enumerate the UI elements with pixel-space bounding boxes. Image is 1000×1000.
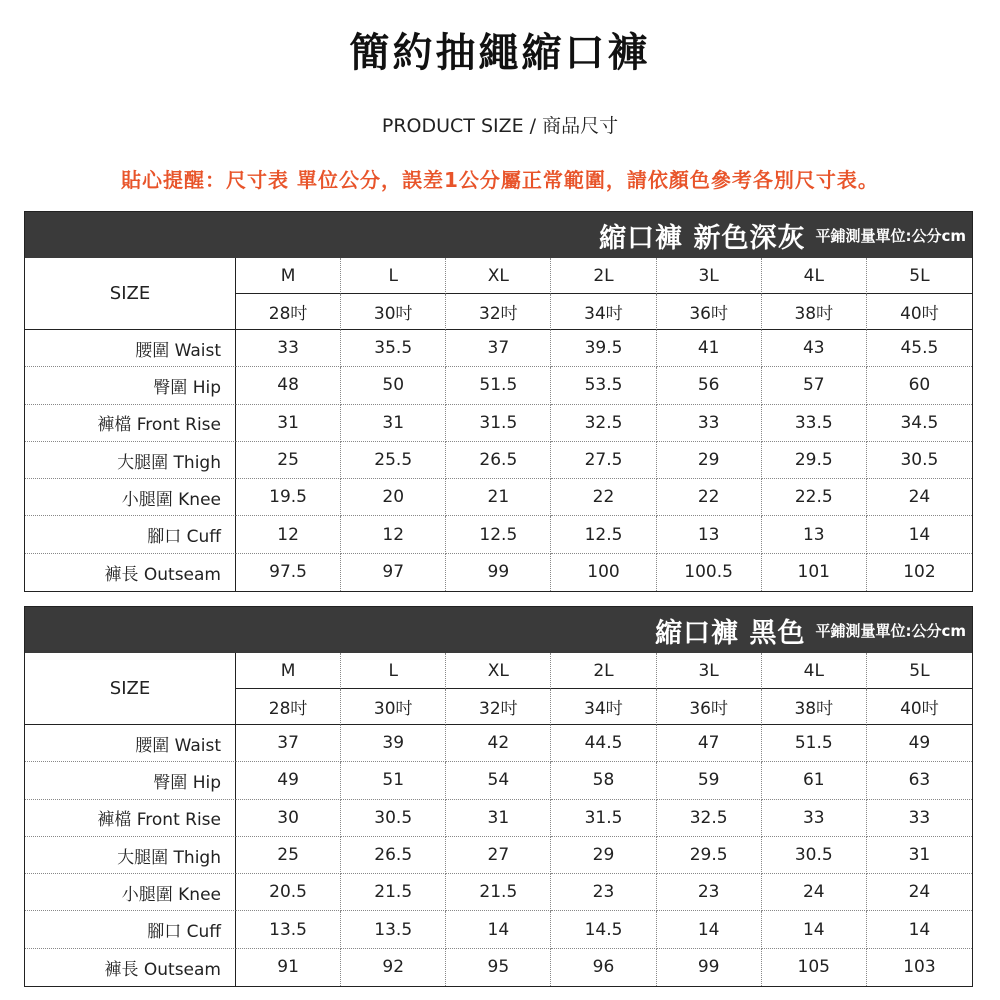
size-header-cell: 2L [551, 653, 656, 689]
waist-inch-cell: 30吋 [341, 689, 446, 725]
measurement-value: 97 [341, 554, 446, 591]
measurement-value: 43 [762, 330, 867, 367]
measurement-value: 25 [236, 442, 341, 479]
measurement-value: 31 [446, 800, 551, 837]
measurement-label: 臀圍 Hip [25, 367, 236, 404]
waist-inch-cell: 36吋 [657, 294, 762, 330]
waist-inch-cell: 36吋 [657, 689, 762, 725]
measurement-value: 20.5 [236, 874, 341, 911]
measurement-value: 33 [236, 330, 341, 367]
measurement-label: 褲長 Outseam [25, 949, 236, 986]
measurement-value: 12.5 [446, 516, 551, 553]
size-header-cell: 3L [657, 653, 762, 689]
size-header-cell: 2L [551, 258, 656, 294]
size-header-cell: 4L [762, 258, 867, 294]
measurement-value: 32.5 [551, 405, 656, 442]
measurement-value: 101 [762, 554, 867, 591]
waist-inch-cell: 28吋 [236, 294, 341, 330]
measurement-value: 31 [341, 405, 446, 442]
measurement-label: 臀圍 Hip [25, 762, 236, 799]
measurement-value: 23 [657, 874, 762, 911]
measurement-value: 51.5 [446, 367, 551, 404]
measurement-value: 14 [657, 911, 762, 948]
measurement-value: 49 [236, 762, 341, 799]
measurement-value: 25.5 [341, 442, 446, 479]
measurement-value: 24 [762, 874, 867, 911]
measurement-value: 44.5 [551, 725, 656, 762]
measurement-value: 58 [551, 762, 656, 799]
measurement-value: 57 [762, 367, 867, 404]
measurement-label: 褲檔 Front Rise [25, 800, 236, 837]
measurement-value: 99 [446, 554, 551, 591]
measurement-value: 97.5 [236, 554, 341, 591]
measurement-value: 91 [236, 949, 341, 986]
measurement-value: 39.5 [551, 330, 656, 367]
measurement-value: 60 [867, 367, 972, 404]
measurement-value: 14 [867, 911, 972, 948]
size-column-header: SIZE [25, 653, 236, 725]
measurement-value: 25 [236, 837, 341, 874]
measurement-value: 31.5 [551, 800, 656, 837]
size-header-cell: XL [446, 258, 551, 294]
measurement-value: 14.5 [551, 911, 656, 948]
size-header-cell: 5L [867, 258, 972, 294]
measurement-value: 33.5 [762, 405, 867, 442]
measurement-value: 13.5 [236, 911, 341, 948]
waist-inch-cell: 34吋 [551, 294, 656, 330]
measurement-value: 61 [762, 762, 867, 799]
measurement-value: 41 [657, 330, 762, 367]
measurement-value: 30.5 [341, 800, 446, 837]
unit-note: 平鋪測量單位:公分cm [815, 226, 966, 245]
waist-inch-cell: 38吋 [762, 294, 867, 330]
measurement-value: 21 [446, 479, 551, 516]
product-size-subtitle: PRODUCT SIZE / 商品尺寸 [381, 115, 619, 137]
measurement-value: 33 [762, 800, 867, 837]
measurement-value: 34.5 [867, 405, 972, 442]
measurement-value: 39 [341, 725, 446, 762]
measurement-value: 27.5 [551, 442, 656, 479]
measurement-value: 30.5 [867, 442, 972, 479]
size-header-cell: XL [446, 653, 551, 689]
measurement-label: 褲檔 Front Rise [25, 405, 236, 442]
size-table-black [24, 606, 973, 987]
measurement-value: 26.5 [446, 442, 551, 479]
measurement-value: 100 [551, 554, 656, 591]
measurement-value: 100.5 [657, 554, 762, 591]
measurement-value: 54 [446, 762, 551, 799]
measurement-value: 32.5 [657, 800, 762, 837]
unit-note: 平鋪測量單位:公分cm [815, 621, 966, 640]
measurement-value: 51 [341, 762, 446, 799]
measurement-value: 99 [657, 949, 762, 986]
measurement-value: 27 [446, 837, 551, 874]
measurement-value: 33 [867, 800, 972, 837]
measurement-value: 105 [762, 949, 867, 986]
measurement-label: 小腿圍 Knee [25, 479, 236, 516]
measurement-value: 47 [657, 725, 762, 762]
measurement-value: 30.5 [762, 837, 867, 874]
page-title: 簡約抽繩縮口褲 [349, 30, 651, 76]
table-header [25, 212, 972, 258]
measurement-value: 24 [867, 479, 972, 516]
size-header-cell: L [341, 258, 446, 294]
measurement-value: 24 [867, 874, 972, 911]
measurement-value: 19.5 [236, 479, 341, 516]
measurement-label: 腰圍 Waist [25, 725, 236, 762]
measurement-value: 20 [341, 479, 446, 516]
measurement-label: 腳口 Cuff [25, 516, 236, 553]
size-table-dark-gray [24, 211, 973, 592]
waist-inch-cell: 40吋 [867, 294, 972, 330]
measurement-value: 63 [867, 762, 972, 799]
measurement-label: 大腿圍 Thigh [25, 837, 236, 874]
measurement-value: 12 [236, 516, 341, 553]
waist-inch-cell: 32吋 [446, 689, 551, 725]
measurement-value: 23 [551, 874, 656, 911]
measurement-value: 31.5 [446, 405, 551, 442]
measurement-value: 102 [903, 562, 936, 583]
measurement-value: 13 [657, 516, 762, 553]
measurement-value: 48 [236, 367, 341, 404]
measurement-value: 95 [446, 949, 551, 986]
measurement-value: 29.5 [657, 837, 762, 874]
waist-inch-cell: 28吋 [236, 689, 341, 725]
measurement-value: 29.5 [762, 442, 867, 479]
measurement-value: 29 [551, 837, 656, 874]
measurement-value: 22 [657, 479, 762, 516]
measurement-value: 50 [341, 367, 446, 404]
measurement-value: 22.5 [762, 479, 867, 516]
size-grid [25, 258, 972, 591]
measurement-value: 22 [551, 479, 656, 516]
measurement-label: 小腿圍 Knee [25, 874, 236, 911]
measurement-value: 37 [446, 330, 551, 367]
measurement-value: 14 [446, 911, 551, 948]
measurement-label: 大腿圍 Thigh [25, 442, 236, 479]
measurement-value: 29 [657, 442, 762, 479]
measurement-value: 21.5 [341, 874, 446, 911]
measurement-value: 56 [657, 367, 762, 404]
waist-inch-cell: 30吋 [341, 294, 446, 330]
measurement-value: 96 [551, 949, 656, 986]
measurement-value: 92 [341, 949, 446, 986]
measurement-value: 13 [762, 516, 867, 553]
measurement-value: 21.5 [446, 874, 551, 911]
size-header-cell: M [236, 258, 341, 294]
measurement-value: 103 [903, 957, 936, 978]
size-reminder-note: 貼心提醒：尺寸表 單位公分，誤差1公分屬正常範圍，請依顏色參考各別尺寸表。 [121, 168, 879, 192]
measurement-value: 37 [236, 725, 341, 762]
measurement-label: 腳口 Cuff [25, 911, 236, 948]
measurement-label: 褲長 Outseam [25, 554, 236, 591]
measurement-value: 14 [762, 911, 867, 948]
measurement-label: 腰圍 Waist [25, 330, 236, 367]
measurement-value: 12 [341, 516, 446, 553]
measurement-value: 42 [446, 725, 551, 762]
measurement-value: 26.5 [341, 837, 446, 874]
waist-inch-cell: 40吋 [867, 689, 972, 725]
measurement-value: 53.5 [551, 367, 656, 404]
color-title: 縮口褲 新色深灰 [599, 222, 806, 254]
size-header-cell: 5L [867, 653, 972, 689]
size-header-cell: 3L [657, 258, 762, 294]
waist-inch-cell: 32吋 [446, 294, 551, 330]
measurement-value: 51.5 [762, 725, 867, 762]
color-title: 縮口褲 黑色 [655, 617, 806, 649]
measurement-value: 12.5 [551, 516, 656, 553]
size-header-cell: 4L [762, 653, 867, 689]
size-column-header: SIZE [25, 258, 236, 330]
size-header-cell: L [341, 653, 446, 689]
measurement-value: 45.5 [867, 330, 972, 367]
measurement-value: 33 [657, 405, 762, 442]
measurement-value: 31 [236, 405, 341, 442]
size-grid [25, 653, 972, 986]
measurement-value: 59 [657, 762, 762, 799]
measurement-value: 13.5 [341, 911, 446, 948]
waist-inch-cell: 34吋 [551, 689, 656, 725]
table-header [25, 607, 972, 653]
measurement-value: 35.5 [341, 330, 446, 367]
size-header-cell: M [236, 653, 341, 689]
measurement-value: 49 [867, 725, 972, 762]
measurement-value: 31 [867, 837, 972, 874]
measurement-value: 14 [867, 516, 972, 553]
measurement-value: 30 [236, 800, 341, 837]
waist-inch-cell: 38吋 [762, 689, 867, 725]
